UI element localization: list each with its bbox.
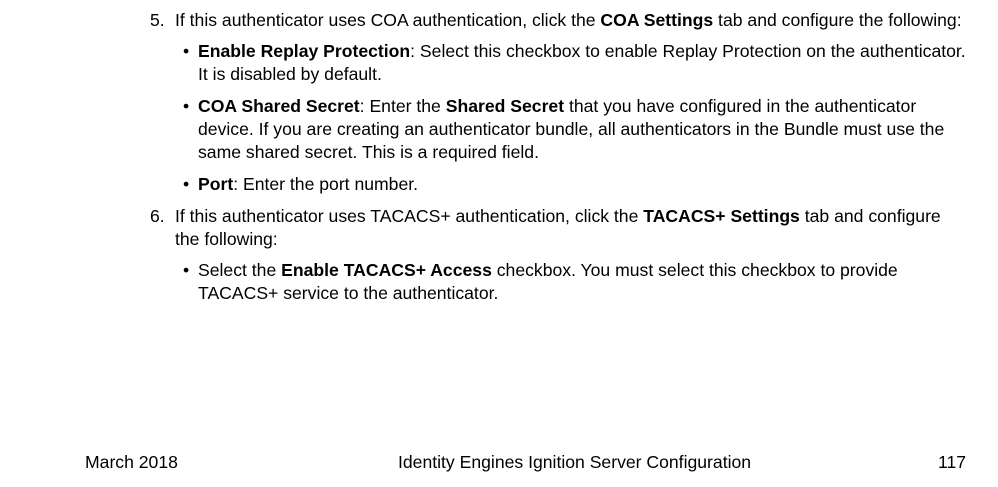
- bullet-text: : Enter the port number.: [233, 174, 419, 194]
- bullet-icon: •: [183, 96, 190, 116]
- bullet-icon: •: [183, 174, 190, 194]
- bullet-item-coa-shared-secret: [175, 95, 970, 164]
- tab-name-coa-settings: COA Settings: [600, 10, 714, 30]
- step-6: [150, 205, 970, 305]
- field-name: COA Shared Secret: [198, 96, 360, 116]
- step-number: 6.: [150, 206, 165, 226]
- step-intro-text: tab and configure the following:: [175, 206, 941, 249]
- bullet-list: [175, 40, 970, 196]
- bullet-text: that you have configured in the authenticator device. If you are creating an authenticator bundle, all authenticators in the Bundle must use the same shared secret. This is a required field.: [198, 96, 945, 162]
- bullet-icon: •: [183, 260, 190, 280]
- step-intro: [175, 9, 970, 32]
- step-number: 5.: [150, 10, 165, 30]
- footer-document-title: Identity Engines Ignition Server Configuration: [398, 452, 752, 472]
- bullet-item-port: [175, 173, 970, 196]
- step-intro-text: If this authenticator uses TACACS+ authentication, click the: [175, 206, 644, 226]
- step-intro: [175, 205, 970, 251]
- field-name: Port: [198, 174, 234, 194]
- field-name-emphasis: Shared Secret: [445, 96, 565, 116]
- bullet-text: : Select this checkbox to enable Replay Protection on the authenticator. It is disabled by default.: [198, 41, 966, 84]
- bullet-item-enable-tacacs: [175, 259, 970, 305]
- footer-page-number: 117: [938, 452, 967, 472]
- tab-name-tacacs-settings: TACACS+ Settings: [643, 206, 800, 226]
- document-body: [150, 9, 970, 314]
- step-intro-text: If this authenticator uses COA authentication, click the: [175, 10, 601, 30]
- footer-date: March 2018: [85, 452, 178, 472]
- step-5: [150, 9, 970, 196]
- field-name: Enable Replay Protection: [198, 41, 411, 61]
- bullet-text: Select the: [198, 260, 282, 280]
- bullet-item-replay-protection: [175, 40, 970, 86]
- bullet-text: : Enter the: [359, 96, 446, 116]
- bullet-icon: •: [183, 41, 190, 61]
- field-name: Enable TACACS+ Access: [281, 260, 492, 280]
- step-intro-text: tab and configure the following:: [713, 10, 962, 30]
- bullet-list: [175, 259, 970, 305]
- bullet-text: checkbox. You must select this checkbox to provide TACACS+ service to the authenticator.: [198, 260, 898, 303]
- page-footer: [0, 450, 998, 474]
